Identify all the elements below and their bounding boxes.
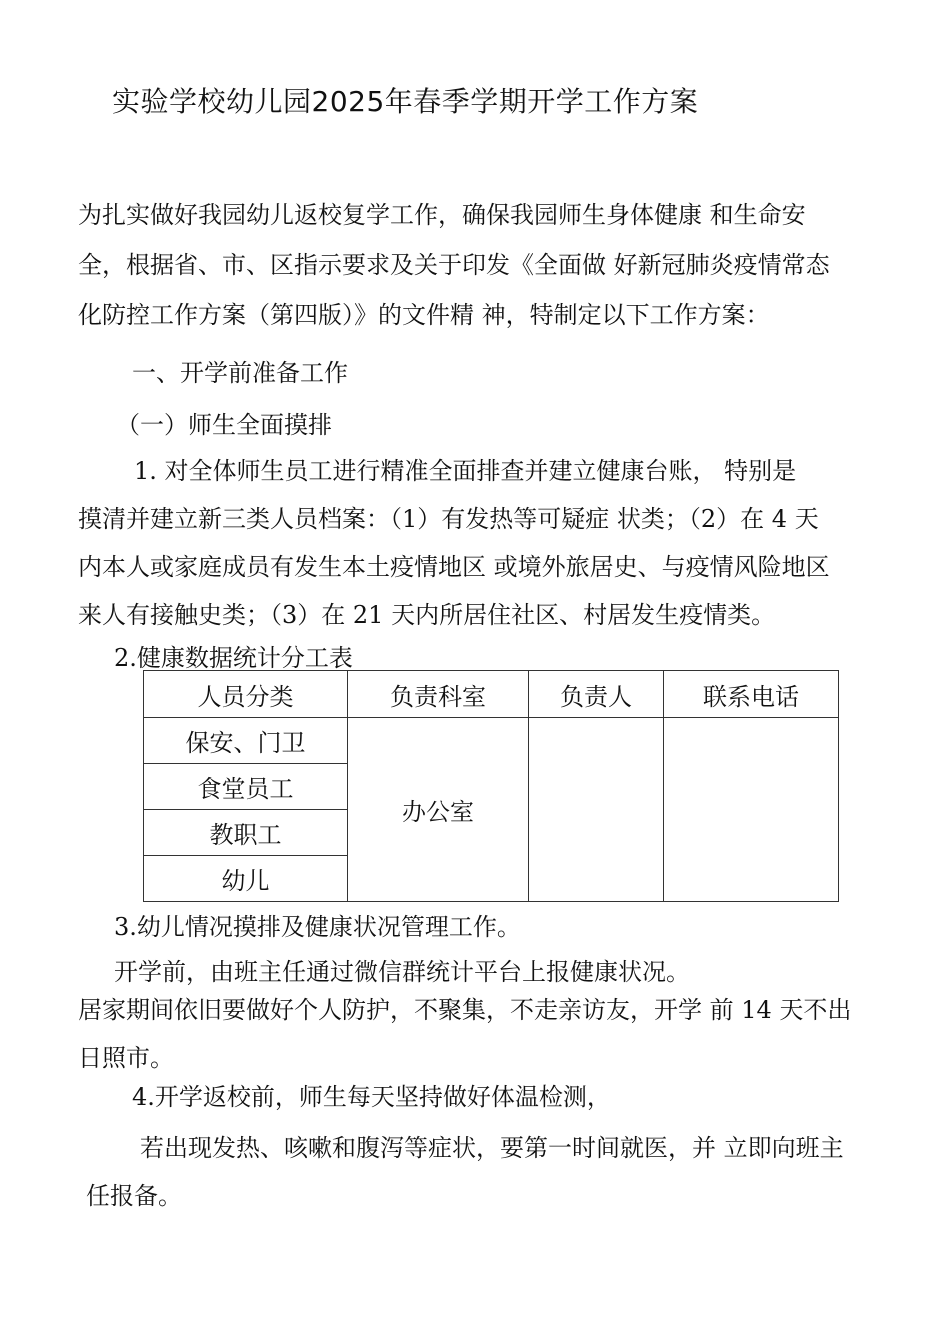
- item-1-line: 内本人或家庭成员有发生本土疫情地区 或境外旅居史、与疫情风险地区: [78, 553, 830, 581]
- table-header-cell: 负责人: [529, 671, 664, 718]
- table-header-cell: 负责科室: [348, 671, 529, 718]
- item-4-paragraph: [78, 1124, 908, 1220]
- intro-line: 全，根据省、市、区指示要求及关于印发《全面做 好新冠肺炎疫情常态: [78, 251, 830, 279]
- table-header-row: [144, 671, 839, 718]
- health-data-table: [143, 670, 839, 902]
- item-3-line: 居家期间依旧要做好个人防护，不聚集，不走亲访友，开学 前 14 天不出: [78, 996, 852, 1024]
- item-4-line: 若出现发热、咳嗽和腹泻等症状，要第一时间就医，并 立即向班主: [140, 1134, 844, 1162]
- table-header-cell: 联系电话: [664, 671, 839, 718]
- category-cell: 食堂员工: [144, 764, 348, 810]
- table-row: [144, 718, 839, 764]
- category-cell: 保安、门卫: [144, 718, 348, 764]
- table-header-cell: 人员分类: [144, 671, 348, 718]
- section-heading: 一、开学前准备工作: [132, 359, 348, 387]
- subsection-heading: （一）师生全面摸排: [116, 411, 332, 439]
- intro-paragraph: [78, 190, 908, 340]
- document-title: 实验学校幼儿园2025年春季学期开学工作方案: [112, 85, 699, 118]
- responsible-cell: [529, 718, 664, 902]
- item-1-line: 1. 对全体师生员工进行精准全面排查并建立健康台账， 特别是: [134, 457, 797, 485]
- item-1-line: 来人有接触史类；（3）在 21 天内所居住社区、村居发生疫情类。: [78, 601, 776, 629]
- item-4-line: 任报备。: [86, 1182, 182, 1210]
- item-3-line: 日照市。: [78, 1044, 174, 1072]
- intro-line: 为扎实做好我园幼儿返校复学工作，确保我园师生身体健康 和生命安: [78, 201, 806, 229]
- item-3-paragraph-1: 开学前，由班主任通过微信群统计平台上报健康状况。: [114, 958, 690, 986]
- intro-line: 化防控工作方案（第四版）》的文件精 神，特制定以下工作方案：: [78, 301, 770, 329]
- category-cell: 幼儿: [144, 856, 348, 902]
- item-4-label: 4.开学返校前，师生每天坚持做好体温检测，: [132, 1083, 611, 1111]
- category-cell: 教职工: [144, 810, 348, 856]
- phone-cell: [664, 718, 839, 902]
- department-cell: 办公室: [348, 718, 529, 902]
- item-1-line: 摸清并建立新三类人员档案：（1）有发热等可疑症 状类；（2）在 4 天: [78, 505, 819, 533]
- item-1-paragraph: [78, 447, 908, 639]
- item-3-label: 3.幼儿情况摸排及健康状况管理工作。: [114, 913, 521, 941]
- item-3-paragraph-2: [78, 986, 908, 1082]
- item-2-label: 2.健康数据统计分工表: [114, 644, 353, 672]
